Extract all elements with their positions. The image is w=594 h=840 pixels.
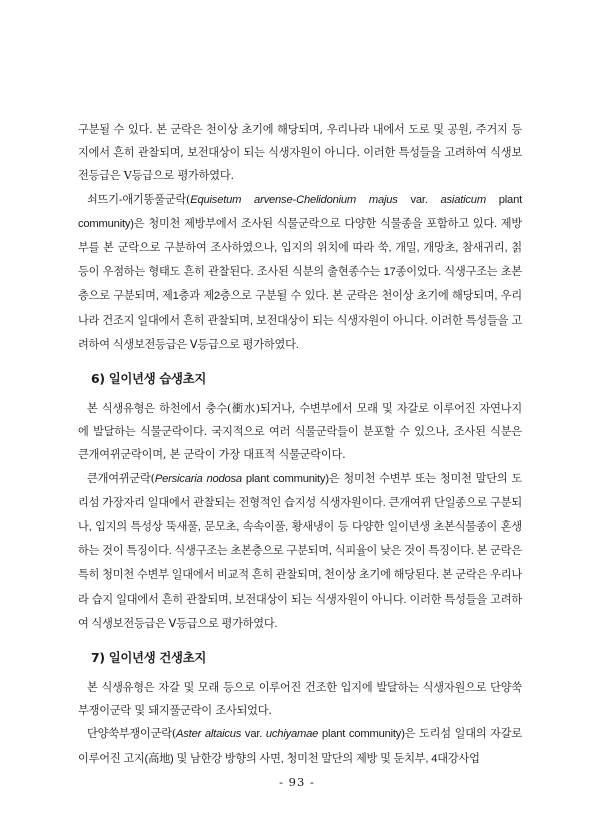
page-number: - 93 - (279, 775, 315, 789)
page-content (78, 118, 522, 771)
scientific-name: Aster altaicus (176, 728, 242, 741)
text-run: plant community)은 도리섬 일대의 자갈로 이루어진 고지(高地) 및 남한강 방향의 사면, 청미천 말단의 제방 및 둔치부, 4대강사업 (78, 728, 522, 765)
paragraph-wet-grassland-intro: 본 식생유형은 하천에서 충수(衝水)되거나, 수변부에서 모래 및 자갈로 이루어진 자연나지에 발달하는 식물군락이다. 국지적으로 여러 식물군락들이 분포할 수 있으나, 조사된 식분은 큰개여뀌군락이며, 본 군락이 가장 대표적 식물군락이다. (78, 402, 522, 462)
scientific-name: asiaticum (440, 193, 486, 206)
paragraph-continuation: 구분될 수 있다. 본 군락은 천이상 초기에 해당되며, 우리나라 내에서 도로 및 공원, 주거지 등지에서 흔히 관찰되며, 보전대상이 되는 식생자원이 아니다. 이러한 특성들을 고려하여 식생보전등급은 Ⅴ등급으로 평가하였다. (78, 123, 522, 183)
text-run: - (292, 192, 297, 206)
paragraph-horsetail-community (78, 188, 522, 357)
paragraph-dry-grassland-intro: 본 식생유형은 자갈 및 모래 등으로 이루어진 건조한 입지에 발달하는 식생자원으로 단양쑥부쟁이군락 및 돼지풀군락이 조사되었다. (78, 681, 522, 718)
scientific-name: Chelidonium majus (296, 193, 398, 206)
text-run: 큰개여뀌군락( (87, 471, 155, 485)
text-run: 쇠뜨기-애기똥풀군락( (87, 192, 191, 206)
text-run: var. (241, 728, 266, 741)
section-heading-dry-grassland: 7) 일이년생 건생초지 (91, 650, 207, 666)
text-run: plant community)은 청미천 수변부 또는 청미천 말단의 도리섬 가장자리 일대에서 관찰되는 전형적인 습지성 식생자원이다. 큰개여뀌 단일종으로 구분되나, 입지의 특성상 뚝새풀, 문모초, 속속이풀, 황새냉이 등 다양한 일이년생 초본식물종이 혼생하는 것이 특징이다. 식생구조는 초본층으로 구분되며, 식피율이 낮은 것이 특징이다. 본 군락은 특히 청미천 수변부 일대에서 비교적 흔히 관찰되며, 천이상 초기에 해당된다. 본 군락은 우리나라 습지 일대에서 흔히 관찰되며, 보전대상이 되는 식생자원이 아니다. 이러한 특성들을 고려하여 식생보전등급은 Ⅴ등급으로 평가하였다. (78, 472, 522, 630)
scientific-name: Persicaria nodosa (154, 472, 242, 485)
text-run: var. (397, 193, 441, 206)
section-heading-wet-grassland: 6) 일이년생 습생초지 (91, 371, 207, 387)
text-run: plant community)은 청미천 제방부에서 조사된 식물군락으로 다양한 식물종을 포함하고 있다. 제방부를 본 군락으로 구분하여 조사하였으나, 입지의 위치에 따라 쑥, 개밀, 개망초, 참새귀리, 칡 등이 우점하는 형태도 흔히 관찰된다. 조사된 식분의 출현종수는 17종이었다. 식생구조는 초본층으로 구분되며, 제1층과 제2층으로 구분될 수 있다. 본 군락은 천이상 초기에 해당되며, 우리나라 건조지 일대에서 흔히 관찰되며, 보전대상이 되는 식생자원이 아니다. 이러한 특성들을 고려하여 식생보전등급은 Ⅴ등급으로 평가하였다. (78, 193, 522, 351)
text-run: 단양쑥부쟁이군락( (87, 727, 177, 741)
paragraph-aster-community (78, 722, 522, 770)
paragraph-persicaria-community (78, 467, 522, 636)
scientific-name: uchiyamae (265, 728, 319, 741)
scientific-name: Equisetum arvense (190, 193, 293, 206)
